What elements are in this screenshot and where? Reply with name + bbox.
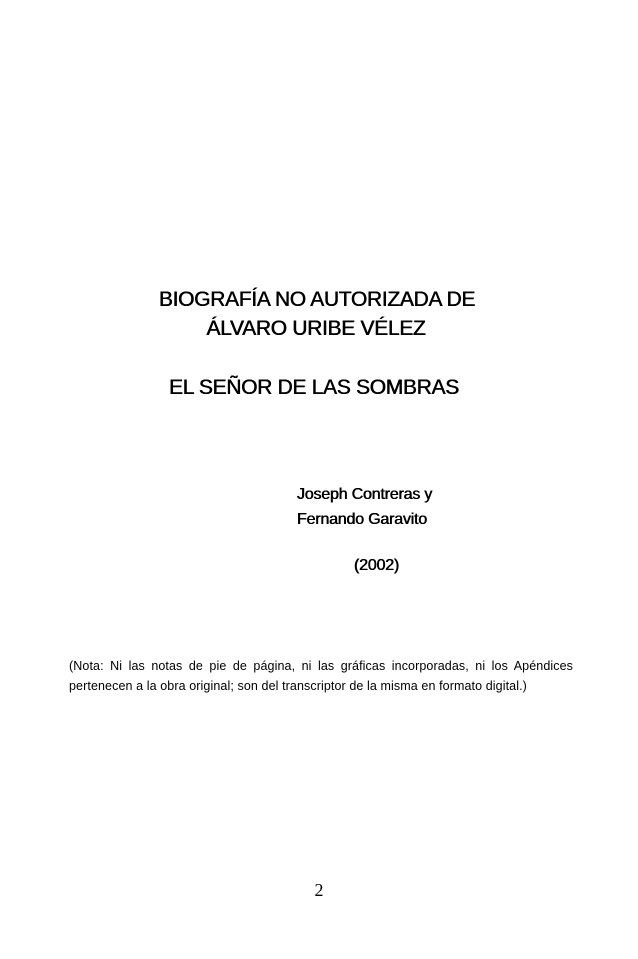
- subtitle: EL SEÑOR DE LAS SOMBRAS: [169, 376, 459, 399]
- author-line-2: Fernando Garavito: [297, 511, 428, 528]
- transcriber-note: (Nota: Ni las notas de pie de página, ni las gráficas incorporadas, ni los Apéndices pertenecen a la obra original; son del transcriptor de la misma en formato digital.): [69, 659, 573, 693]
- title-line-1: BIOGRAFÍA NO AUTORIZADA DE: [158, 288, 476, 311]
- author-line-1: Joseph Contreras y: [297, 486, 433, 503]
- title-line-2: ÁLVARO URIBE VÉLEZ: [206, 317, 426, 340]
- page-number: 2: [314, 880, 324, 900]
- publication-year: (2002): [354, 557, 400, 574]
